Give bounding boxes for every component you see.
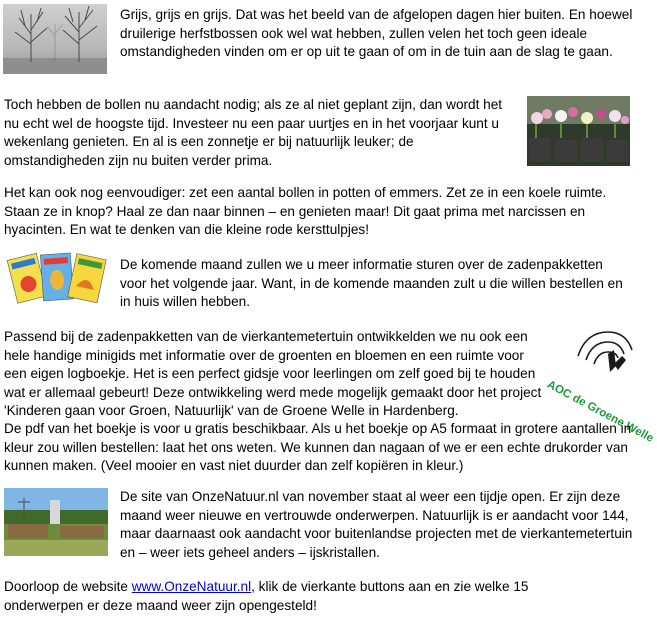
seed-packets-image (6, 248, 110, 308)
paragraph-2 (4, 96, 514, 170)
paragraph-3 (4, 184, 636, 240)
paragraph-8-text (4, 578, 544, 615)
paragraph-1-text: Grijs, grijs en grijs. Dat was het beeld van de afgelopen dagen hier buiten. En hoewel druilerige herfstbossen ook wel wat hebben, zullen velen het toch geen ideale omstandigheden vinden om er op uit te gaan of om in de tuin aan de slag te gaan. (120, 7, 633, 60)
paragraph-8-after: , klik de vierkante buttons aan en zie welke 15 onderwerpen er deze maand weer zijn opengesteld! (4, 579, 529, 613)
aoc-groene-welle-logo (544, 326, 656, 445)
paragraph-8-before: Doorloop de website (4, 579, 132, 594)
paragraph-3-text: Het kan ook nog eenvoudiger: zet een aantal bollen in potten of emmers. Zet ze in een koele ruimte. Staan ze in knop? Haal ze dan naar binnen – en genieten maar! Dit gaat prima met narcissen en hyacinten. En wat te denken van die kleine rode kersttulpjes! (4, 185, 607, 238)
paragraph-5 (4, 328, 550, 421)
foggy-trees-image (3, 4, 107, 74)
paragraph-1 (120, 6, 635, 62)
flower-pots-image (527, 96, 630, 166)
paragraph-8 (4, 578, 544, 615)
school-garden-image (4, 488, 108, 556)
paragraph-2-text: Toch hebben de bollen nu aandacht nodig; als ze al niet geplant zijn, dan wordt het nu echt wel de hoogste tijd. Investeer nu een paar uurtjes en in het voorjaar kunt u wekenlang genieten. En al is een zonnetje er bij natuurlijk leuker; de omstandigheden zijn nu buiten verder prima. (4, 97, 503, 168)
paragraph-5-text: Passend bij de zadenpakketten van de vierkantemetertuin ontwikkelden we nu ook een hele handige minigids met informatie over de groenten en bloemen en een ruimte voor een eigen logboekje. Het is een perfect gidsje voor leerlingen om zelf goed bij te houden wat er allemaal gebeurt! Deze ontwikkeling werd mede mogelijk gemaakt door het project 'Kinderen gaan voor Groen, Natuurlijk' van de Groene Welle in Hardenberg. (4, 329, 542, 419)
paragraph-7-text: De site van OnzeNatuur.nl van november staat al weer een tijdje open. Er zijn deze maand weer nieuwe en vertrouwde onderwerpen. Natuurlijk is er aandacht voor 144, maar daarnaast ook aandacht voor buitenlandse projecten met de vierkantemetertuin en – weer iets geheel anders – ijskristallen. (120, 489, 633, 560)
onzenatuur-link[interactable]: www.OnzeNatuur.nl (131, 579, 252, 594)
paragraph-4-text: De komende maand zullen we u meer informatie sturen over de zadenpakketten voor het volgende jaar. Want, in de komende maanden zult u die willen bestellen en in huis willen hebben. (120, 257, 623, 310)
paragraph-4 (120, 256, 632, 312)
logo-text: AOC de Groene Welle (544, 378, 656, 445)
paragraph-7 (120, 488, 640, 562)
paragraph-6 (4, 420, 642, 476)
paragraph-6-text: De pdf van het boekje is voor u gratis beschikbaar. Als u het boekje op A5 formaat in grotere aantallen in kleur zou willen bestellen: laat het ons weten. We kunnen dan nagaan of we er een echte drukorder van kunnen maken. (Veel mooier en vast niet duurder dan zelf kopiëren in kleur.) (4, 421, 632, 474)
